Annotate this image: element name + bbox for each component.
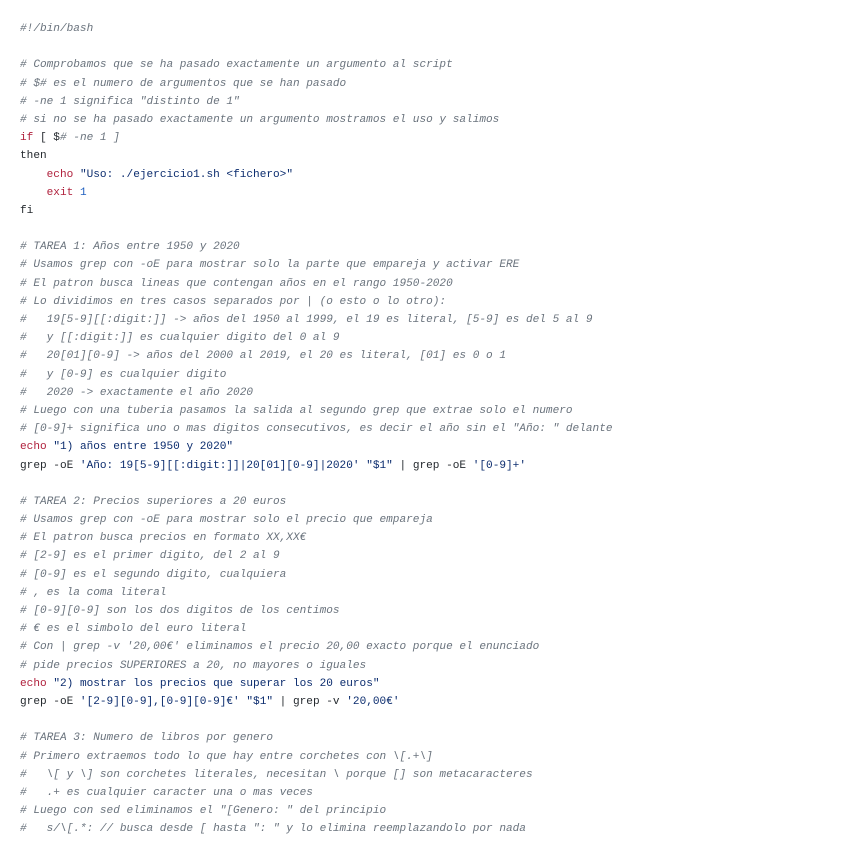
code-comment: # \[ y \] son corchetes literales, necesitan \ porque [] son metacaracteres — [20, 768, 533, 781]
code-line — [20, 129, 848, 147]
code-line — [20, 275, 848, 293]
code-line — [20, 311, 848, 329]
code-line — [20, 675, 848, 693]
code-line — [20, 729, 848, 747]
code-comment: # [0-9] es el segundo digito, cualquiera — [20, 568, 287, 581]
code-keyword: echo — [20, 677, 47, 690]
code-comment: # si no se ha pasado exactamente un argumento mostramos el uso y salimos — [20, 113, 500, 126]
code-line — [20, 384, 848, 402]
code-comment: # 19[5-9][[:digit:]] -> años del 1950 al 1999, el 19 es literal, [5-9] es del 5 al 9 — [20, 314, 593, 326]
code-string: '[0-9]+' — [472, 459, 526, 472]
code-line — [20, 784, 848, 802]
code-comment: # TAREA 2: Precios superiores a 20 euros — [20, 495, 287, 508]
code-string: "$1" — [366, 459, 393, 472]
code-comment: # pide precios SUPERIORES a 20, no mayores o iguales — [20, 659, 367, 672]
code-plain: fi — [20, 204, 34, 217]
code-string: "2) mostrar los precios que superar los 20 euros" — [53, 677, 380, 690]
code-line — [20, 420, 848, 438]
code-comment: # $# es el numero de argumentos que se han pasado — [20, 77, 347, 90]
code-line — [20, 693, 848, 711]
code-line — [20, 75, 848, 93]
code-line — [20, 38, 848, 56]
code-comment: # Luego con sed eliminamos el "[Genero: " del principio — [20, 805, 387, 818]
code-line — [20, 402, 848, 420]
code-plain: [ $ — [33, 132, 60, 145]
code-line — [20, 202, 848, 220]
code-keyword: exit — [46, 186, 74, 199]
code-plain: grep -oE — [20, 459, 80, 472]
code-line — [20, 584, 848, 602]
code-plain — [20, 169, 47, 181]
code-plain: | grep -v — [273, 695, 347, 708]
code-line — [20, 366, 848, 384]
code-line — [20, 493, 848, 511]
code-comment: # Usamos grep con -oE para mostrar solo el precio que empareja — [20, 514, 433, 527]
code-comment: # [0-9]+ significa uno o mas digitos consecutivos, es decir el año sin el "Año: " delante — [20, 423, 613, 436]
code-line — [20, 93, 848, 111]
code-string: "Uso: ./ejercicio1.sh <fichero>" — [79, 168, 293, 181]
code-comment: # y [[:digit:]] es cualquier digito del 0 al 9 — [20, 332, 340, 345]
code-line — [20, 766, 848, 784]
code-line — [20, 511, 848, 529]
code-line — [20, 638, 848, 656]
code-comment: # Luego con una tuberia pasamos la salida al segundo grep que extrae solo el numero — [20, 404, 573, 417]
code-line — [20, 293, 848, 311]
code-comment: # -ne 1 ] — [59, 132, 120, 145]
code-line — [20, 256, 848, 274]
code-line — [20, 748, 848, 766]
code-keyword: if — [20, 132, 34, 145]
code-comment: # El patron busca precios en formato XX,XX€ — [20, 532, 307, 545]
code-line — [20, 147, 848, 165]
code-comment: # y [0-9] es cualquier digito — [20, 368, 227, 381]
code-comment: # Lo dividimos en tres casos separados por | (o esto o lo otro): — [20, 295, 447, 308]
code-comment: # € es el simbolo del euro literal — [20, 623, 247, 636]
code-string: '[2-9][0-9],[0-9][0-9]€' — [79, 695, 240, 708]
code-line — [20, 529, 848, 547]
code-keyword: echo — [20, 441, 47, 454]
code-plain — [20, 187, 47, 199]
code-plain — [73, 187, 80, 199]
code-string: 'Año: 19[5-9][[:digit:]]|20[01][0-9]|2020' — [79, 459, 360, 472]
code-comment: # -ne 1 significa "distinto de 1" — [20, 95, 240, 108]
code-comment: #!/bin/bash — [20, 23, 94, 35]
code-comment: # Con | grep -v '20,00€' eliminamos el precio 20,00 exacto porque el enunciado — [20, 641, 540, 654]
code-comment: # Primero extraemos todo lo que hay entre corchetes con \[.+\] — [20, 750, 433, 763]
code-comment: # [2-9] es el primer digito, del 2 al 9 — [20, 550, 280, 563]
code-comment: # TAREA 1: Años entre 1950 y 2020 — [20, 241, 240, 254]
code-plain: | grep -oE — [392, 459, 473, 472]
code-comment: # Comprobamos que se ha pasado exactamente un argumento al script — [20, 59, 453, 72]
code-comment: # El patron busca lineas que contengan años en el rango 1950-2020 — [20, 277, 453, 290]
code-line — [20, 347, 848, 365]
code-line — [20, 566, 848, 584]
code-comment: # Usamos grep con -oE para mostrar solo la parte que empareja y activar ERE — [20, 259, 520, 272]
code-comment: # 2020 -> exactamente el año 2020 — [20, 386, 254, 399]
code-line — [20, 457, 848, 475]
code-line — [20, 547, 848, 565]
code-plain: grep -oE — [20, 695, 80, 708]
code-line — [20, 820, 848, 838]
code-line — [20, 475, 848, 493]
code-line — [20, 56, 848, 74]
code-comment: # 20[01][0-9] -> años del 2000 al 2019, el 20 es literal, [01] es 0 o 1 — [20, 350, 506, 363]
code-number: 1 — [79, 186, 87, 199]
code-string: "1) años entre 1950 y 2020" — [53, 441, 234, 454]
code-comment: # , es la coma literal — [20, 586, 167, 599]
code-comment: # [0-9][0-9] son los dos digitos de los centimos — [20, 605, 340, 617]
code-line — [20, 711, 848, 729]
code-string: '20,00€' — [346, 695, 400, 708]
code-line — [20, 20, 848, 38]
code-line — [20, 329, 848, 347]
code-plain: then — [20, 150, 47, 163]
code-keyword: echo — [46, 168, 74, 181]
code-line — [20, 220, 848, 238]
code-line — [20, 620, 848, 638]
code-line — [20, 238, 848, 256]
code-line — [20, 438, 848, 456]
code-line — [20, 184, 848, 202]
code-line — [20, 802, 848, 820]
code-comment: # s/\[.*: // busca desde [ hasta ": " y lo elimina reemplazandolo por nada — [20, 823, 526, 836]
code-comment: # TAREA 3: Numero de libros por genero — [20, 732, 273, 745]
code-comment: # .+ es cualquier caracter una o mas veces — [20, 786, 313, 799]
code-string: "$1" — [246, 695, 274, 708]
code-plain — [73, 169, 80, 181]
code-line — [20, 657, 848, 675]
code-line — [20, 111, 848, 129]
code-line — [20, 602, 848, 620]
code-line — [20, 166, 848, 184]
